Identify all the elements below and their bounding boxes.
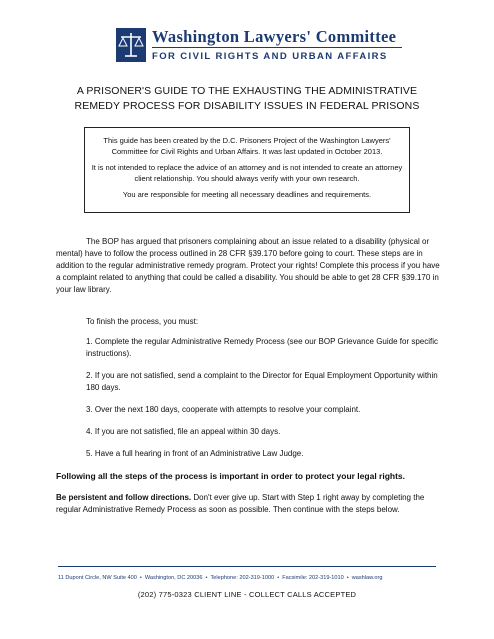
persistence-paragraph — [56, 492, 440, 516]
scales-of-justice-icon — [116, 28, 146, 62]
footer-address — [58, 575, 438, 581]
footer-facsimile: Facsimile: 202-319-1010 — [282, 575, 344, 581]
footer-divider — [58, 566, 436, 567]
steps-lead: To finish the process, you must: — [86, 317, 199, 326]
intro-paragraph: The BOP has argued that prisoners complaining about an issue related to a disability (physical or mental) have to follow the process outlined in 28 CFR §39.170 before going to court. These steps are in addition to the regular administrative remedy program. Protect your rights! Complete this process if you have a complaint related to anything that could be called a disability. You should be able to get 28 CFR §39.170 in your law library. — [56, 237, 440, 294]
bullet-separator: • — [346, 575, 349, 581]
notice-paragraph-3: You are responsible for meeting all necessary deadlines and requirements. — [122, 190, 372, 199]
title-line-2: REMEDY PROCESS FOR DISABILITY ISSUES IN FEDERAL PRISONS — [74, 100, 420, 112]
step-item-4: 4. If you are not satisfied, file an appeal within 30 days. — [86, 427, 281, 436]
document-title — [40, 84, 454, 114]
step-item-1: 1. Complete the regular Administrative Remedy Process (see our BOP Grievance Guide for specific instructions). — [86, 337, 439, 358]
footer-street: 11 Dupont Circle, NW Suite 400 — [58, 575, 137, 581]
notice-box — [84, 127, 410, 213]
steps-list — [86, 336, 440, 460]
footer-telephone: Telephone: 202-319-1000 — [210, 575, 275, 581]
client-line: (202) 775-0323 CLIENT LINE - COLLECT CALLS ACCEPTED — [137, 590, 357, 599]
step-item-2: 2. If you are not satisfied, send a complaint to the Director for Equal Employment Opportunity within 180 days. — [86, 371, 438, 392]
bullet-separator: • — [139, 575, 142, 581]
step-item-3: 3. Over the next 180 days, cooperate with attempts to resolve your complaint. — [86, 405, 361, 414]
document-body — [56, 236, 440, 516]
bullet-separator: • — [205, 575, 208, 581]
footer-website: washlaw.org — [351, 575, 383, 581]
bullet-separator: • — [277, 575, 280, 581]
organization-logo — [116, 22, 416, 66]
footer-city: Washington, DC 20036 — [144, 575, 203, 581]
persistence-text: Don't ever give up. Start with Step 1 right away by completing the regular Administrative Remedy Process as soon as possible. Then continue with the steps below. — [56, 493, 425, 514]
logo-subtitle: FOR CIVIL RIGHTS AND URBAN AFFAIRS — [152, 51, 388, 62]
logo-title: Washington Lawyers' Committee — [152, 27, 397, 46]
step-item-5: 5. Have a full hearing in front of an Administrative Law Judge. — [86, 449, 304, 458]
notice-paragraph-2: It is not intended to replace the advice of an attorney and is not intended to create an attorney client relationship. You should always verify with your own research. — [91, 163, 403, 183]
emphasis-paragraph: Following all the steps of the process is important in order to protect your legal rights. — [56, 471, 406, 481]
persistence-bold-text: Be persistent and follow directions. — [56, 493, 192, 502]
logo-divider — [152, 47, 402, 48]
notice-paragraph-1: This guide has been created by the D.C. Prisoners Project of the Washington Lawyers' Committee for Civil Rights and Urban Affairs. It was last updated in October 2013. — [103, 136, 391, 156]
title-line-1: A PRISONER'S GUIDE TO THE EXHAUSTING THE ADMINISTRATIVE — [76, 85, 418, 97]
